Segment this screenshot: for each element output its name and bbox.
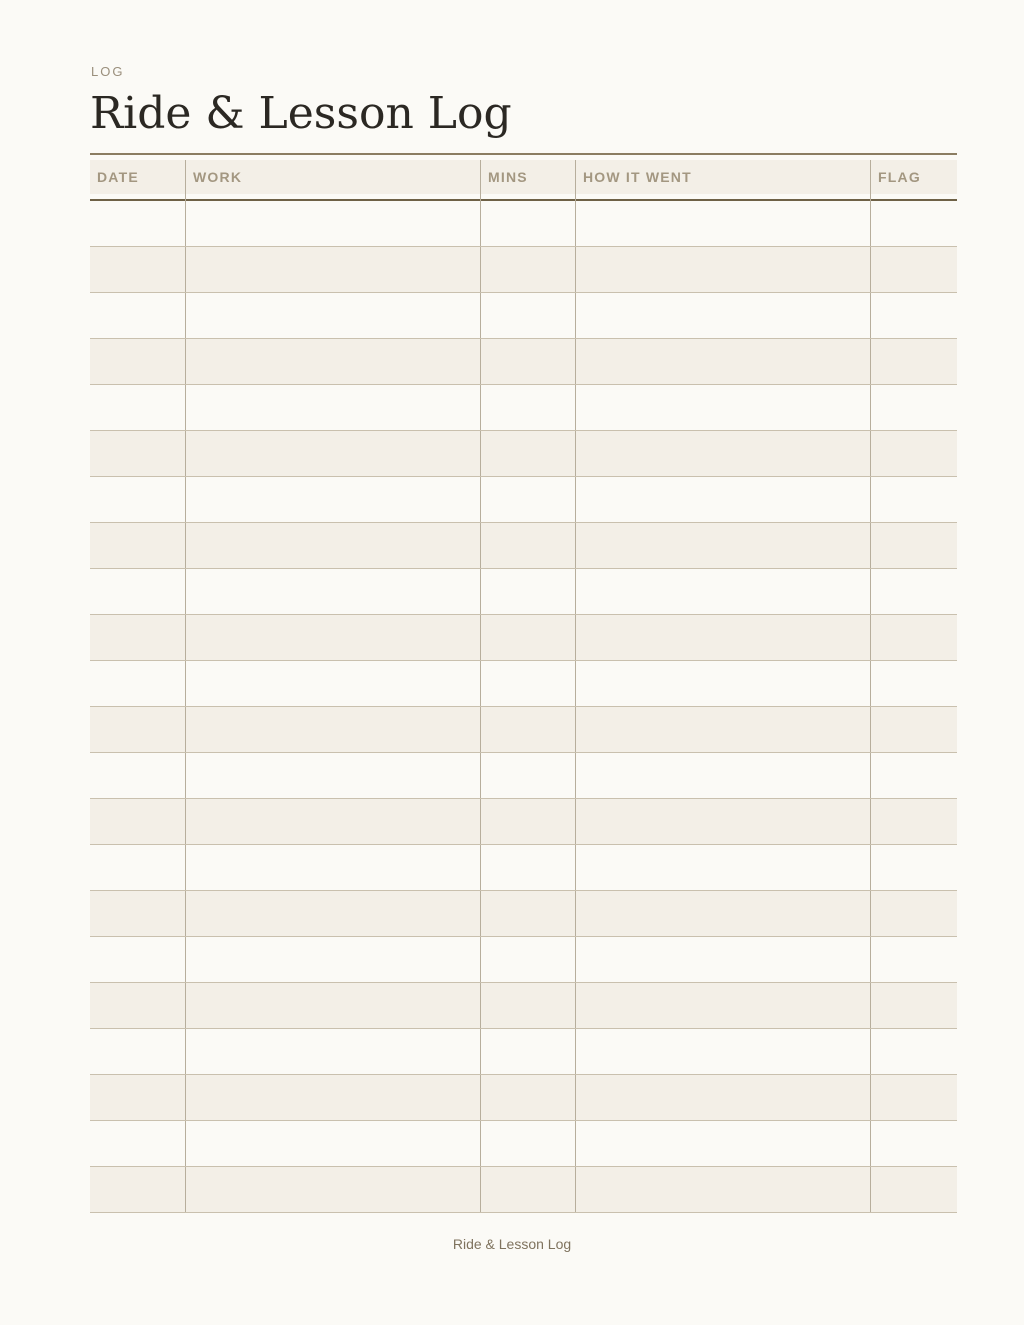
column-header-label: MINS [488, 169, 528, 185]
column-header-label: WORK [193, 169, 243, 185]
cell-work[interactable] [185, 753, 480, 798]
cell-work[interactable] [185, 615, 480, 660]
cell-work[interactable] [185, 799, 480, 844]
cell-date[interactable] [90, 753, 185, 798]
cell-flag[interactable] [870, 845, 957, 890]
cell-work[interactable] [185, 477, 480, 522]
cell-how-it-went[interactable] [575, 293, 870, 338]
cell-work[interactable] [185, 247, 480, 292]
cell-work[interactable] [185, 523, 480, 568]
cell-flag[interactable] [870, 937, 957, 982]
table-row [90, 707, 957, 753]
cell-how-it-went[interactable] [575, 201, 870, 246]
cell-work[interactable] [185, 201, 480, 246]
cell-mins[interactable] [480, 1075, 575, 1120]
cell-date[interactable] [90, 1167, 185, 1212]
table-row [90, 937, 957, 983]
cell-flag[interactable] [870, 523, 957, 568]
cell-work[interactable] [185, 569, 480, 614]
cell-date[interactable] [90, 891, 185, 936]
cell-work[interactable] [185, 293, 480, 338]
cell-date[interactable] [90, 431, 185, 476]
table-row [90, 1167, 957, 1213]
cell-how-it-went[interactable] [575, 1075, 870, 1120]
cell-mins[interactable] [480, 937, 575, 982]
cell-how-it-went[interactable] [575, 523, 870, 568]
table-row [90, 339, 957, 385]
cell-flag[interactable] [870, 201, 957, 246]
page-title: Ride & Lesson Log [90, 88, 512, 139]
cell-how-it-went[interactable] [575, 1121, 870, 1166]
cell-flag[interactable] [870, 477, 957, 522]
cell-flag[interactable] [870, 339, 957, 384]
cell-how-it-went[interactable] [575, 339, 870, 384]
cell-how-it-went[interactable] [575, 1167, 870, 1212]
cell-flag[interactable] [870, 431, 957, 476]
cell-work[interactable] [185, 661, 480, 706]
cell-mins[interactable] [480, 661, 575, 706]
cell-date[interactable] [90, 385, 185, 430]
table-row [90, 523, 957, 569]
cell-work[interactable] [185, 845, 480, 890]
table-row [90, 431, 957, 477]
cell-work[interactable] [185, 1075, 480, 1120]
cell-date[interactable] [90, 799, 185, 844]
table-header [90, 160, 957, 201]
cell-work[interactable] [185, 937, 480, 982]
page-eyebrow: LOG [91, 64, 125, 79]
column-header-date [90, 160, 185, 201]
cell-mins[interactable] [480, 983, 575, 1028]
cell-mins[interactable] [480, 1167, 575, 1212]
cell-flag[interactable] [870, 385, 957, 430]
cell-how-it-went[interactable] [575, 569, 870, 614]
cell-mins[interactable] [480, 845, 575, 890]
cell-how-it-went[interactable] [575, 707, 870, 752]
cell-how-it-went[interactable] [575, 891, 870, 936]
column-header-label: DATE [97, 169, 139, 185]
cell-work[interactable] [185, 891, 480, 936]
cell-work[interactable] [185, 339, 480, 384]
cell-mins[interactable] [480, 615, 575, 660]
cell-how-it-went[interactable] [575, 615, 870, 660]
cell-mins[interactable] [480, 339, 575, 384]
cell-mins[interactable] [480, 385, 575, 430]
cell-mins[interactable] [480, 753, 575, 798]
cell-how-it-went[interactable] [575, 661, 870, 706]
cell-flag[interactable] [870, 1167, 957, 1212]
table-row [90, 983, 957, 1029]
page-footer: Ride & Lesson Log [452, 1236, 572, 1252]
cell-how-it-went[interactable] [575, 753, 870, 798]
table-row [90, 385, 957, 431]
cell-mins[interactable] [480, 247, 575, 292]
column-header-flag [870, 160, 957, 201]
cell-flag[interactable] [870, 1121, 957, 1166]
cell-mins[interactable] [480, 523, 575, 568]
table-row [90, 661, 957, 707]
table-row [90, 293, 957, 339]
table-row [90, 1029, 957, 1075]
cell-date[interactable] [90, 707, 185, 752]
table-row [90, 845, 957, 891]
cell-mins[interactable] [480, 799, 575, 844]
column-header-label: HOW IT WENT [583, 169, 692, 185]
cell-date[interactable] [90, 1029, 185, 1074]
cell-date[interactable] [90, 477, 185, 522]
cell-date[interactable] [90, 569, 185, 614]
cell-mins[interactable] [480, 1029, 575, 1074]
cell-flag[interactable] [870, 983, 957, 1028]
cell-date[interactable] [90, 247, 185, 292]
cell-flag[interactable] [870, 1029, 957, 1074]
cell-mins[interactable] [480, 891, 575, 936]
cell-work[interactable] [185, 1167, 480, 1212]
cell-mins[interactable] [480, 293, 575, 338]
table-row [90, 799, 957, 845]
table-row [90, 753, 957, 799]
column-header-how-it-went [575, 160, 870, 201]
cell-how-it-went[interactable] [575, 385, 870, 430]
cell-mins[interactable] [480, 431, 575, 476]
cell-how-it-went[interactable] [575, 247, 870, 292]
cell-flag[interactable] [870, 661, 957, 706]
cell-work[interactable] [185, 1121, 480, 1166]
table-row [90, 477, 957, 523]
cell-date[interactable] [90, 1121, 185, 1166]
cell-flag[interactable] [870, 569, 957, 614]
table-row [90, 247, 957, 293]
cell-date[interactable] [90, 339, 185, 384]
table-row [90, 569, 957, 615]
cell-how-it-went[interactable] [575, 845, 870, 890]
cell-date[interactable] [90, 845, 185, 890]
table-row [90, 1075, 957, 1121]
title-divider [90, 153, 957, 155]
cell-flag[interactable] [870, 247, 957, 292]
cell-mins[interactable] [480, 707, 575, 752]
table-row [90, 891, 957, 937]
column-header-label: FLAG [878, 169, 921, 185]
cell-date[interactable] [90, 615, 185, 660]
cell-date[interactable] [90, 293, 185, 338]
cell-how-it-went[interactable] [575, 799, 870, 844]
cell-flag[interactable] [870, 1075, 957, 1120]
cell-flag[interactable] [870, 293, 957, 338]
cell-flag[interactable] [870, 615, 957, 660]
cell-how-it-went[interactable] [575, 983, 870, 1028]
cell-date[interactable] [90, 1075, 185, 1120]
cell-work[interactable] [185, 707, 480, 752]
cell-how-it-went[interactable] [575, 937, 870, 982]
cell-date[interactable] [90, 201, 185, 246]
cell-flag[interactable] [870, 707, 957, 752]
cell-mins[interactable] [480, 477, 575, 522]
cell-flag[interactable] [870, 799, 957, 844]
cell-work[interactable] [185, 431, 480, 476]
cell-work[interactable] [185, 1029, 480, 1074]
cell-mins[interactable] [480, 569, 575, 614]
cell-date[interactable] [90, 937, 185, 982]
cell-mins[interactable] [480, 1121, 575, 1166]
column-header-mins [480, 160, 575, 201]
cell-mins[interactable] [480, 201, 575, 246]
table-row [90, 1121, 957, 1167]
cell-flag[interactable] [870, 753, 957, 798]
table-body [90, 201, 957, 1213]
log-table [90, 160, 957, 1213]
column-header-work [185, 160, 480, 201]
cell-work[interactable] [185, 385, 480, 430]
cell-date[interactable] [90, 983, 185, 1028]
table-row [90, 201, 957, 247]
cell-date[interactable] [90, 523, 185, 568]
cell-how-it-went[interactable] [575, 1029, 870, 1074]
cell-how-it-went[interactable] [575, 431, 870, 476]
cell-work[interactable] [185, 983, 480, 1028]
cell-how-it-went[interactable] [575, 477, 870, 522]
cell-date[interactable] [90, 661, 185, 706]
cell-flag[interactable] [870, 891, 957, 936]
table-row [90, 615, 957, 661]
